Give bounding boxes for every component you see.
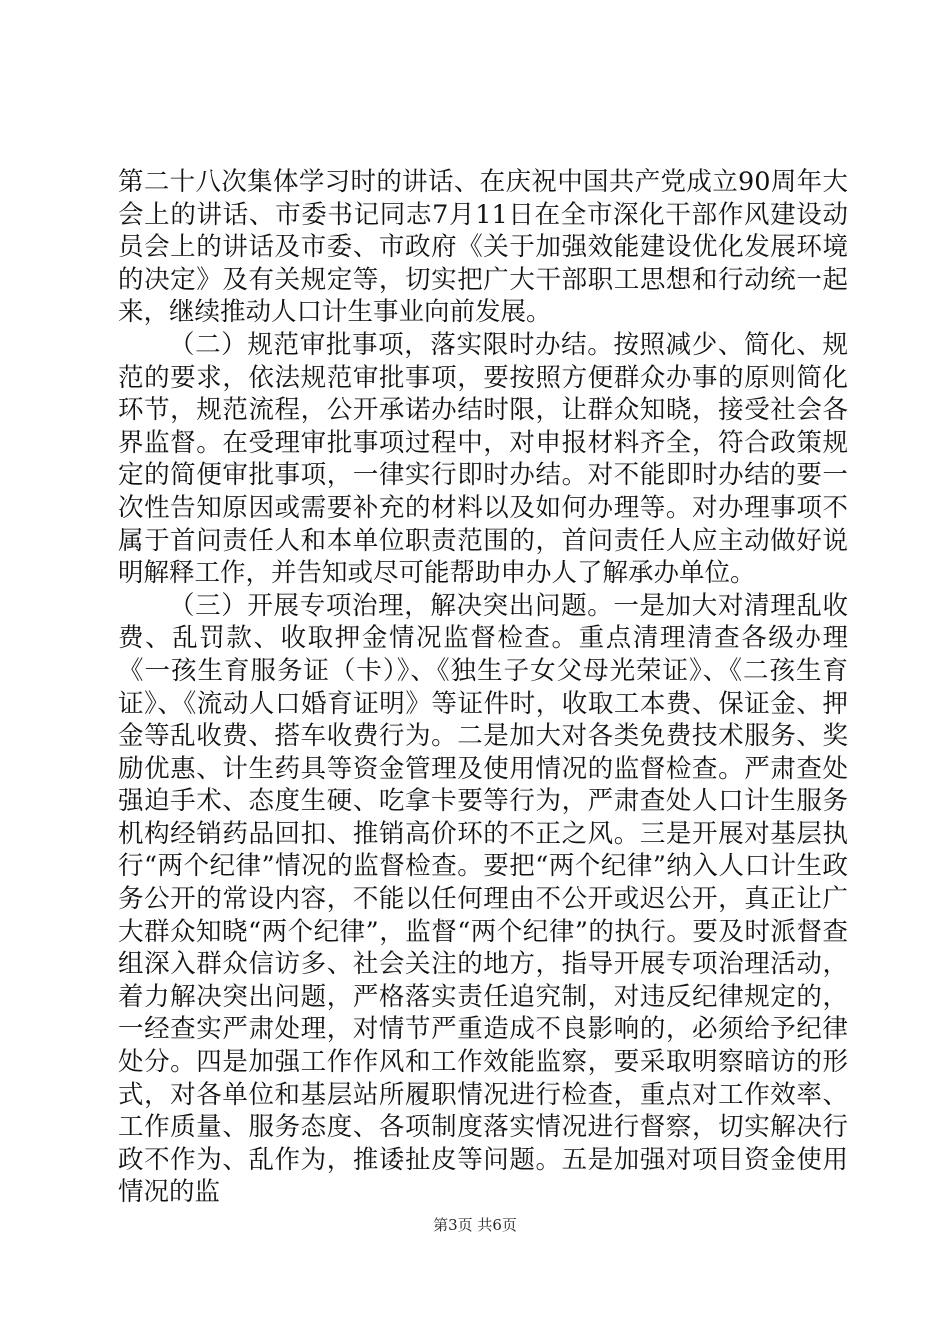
paragraph-continuation: 第二十八次集体学习时的讲话、在庆祝中国共产党成立90周年大会上的讲话、市委书记同志7月11日在全市深化干部作风建设动员会上的讲话及市委、市政府《关于加强效能建设优化发展环境的决定》及有关规定等，切实把广大干部职工思想和行动统一起来，继续推动人口计生事业向前发展。 [118, 167, 848, 328]
page-footer: 第3页 共6页 [433, 1216, 517, 1234]
paragraph-approval-items: （二）规范审批事项，落实限时办结。按照减少、简化、规范的要求，依法规范审批事项，要按照方便群众办事的原则简化环节，规范流程，公开承诺办结时限，让群众知晓，接受社会各界监督。在受理审批事项过程中，对申报材料齐全，符合政策规定的简便审批事项，一律实行即时办结。对不能即时办结的要一次性告知原因或需要补充的材料以及如何办理等。对办理事项不属于首问责任人和本单位职责范围的，首问责任人应主动做好说明解释工作，并告知或尽可能帮助申办人了解承办单位。 [118, 329, 848, 589]
body-text [118, 166, 848, 1209]
paragraph-special-governance: （三）开展专项治理，解决突出问题。一是加大对清理乱收费、乱罚款、收取押金情况监督检查。重点清理清查各级办理《一孩生育服务证（卡）》、《独生子女父母光荣证》、《二孩生育证》、《流动人口婚育证明》等证件时，收取工本费、保证金、押金等乱收费、搭车收费行为。二是加大对各类免费技术服务、奖励优惠、计生药具等资金管理及使用情况的监督检查。严肃查处强迫手术、态度生硬、吃拿卡要等行为，严肃查处人口计生服务机构经销药品回扣、推销高价环的不正之风。三是开展对基层执行“两个纪律”情况的监督检查。要把“两个纪律”纳入人口计生政务公开的常设内容，不能以任何理由不公开或迟公开，真正让广大群众知晓“两个纪律”，监督“两个纪律”的执行。要及时派督查组深入群众信访多、社会关注的地方，指导开展专项治理活动，着力解决突出问题，严格落实责任追究制，对违反纪律规定的，一经查实严肃处理，对情节严重造成不良影响的，必须给予纪律处分。四是加强工作作风和工作效能监察，要采取明察暗访的形式，对各单位和基层站所履职情况进行检查，重点对工作效率、工作质量、服务态度、各项制度落实情况进行督察，切实解决行政不作为、乱作为，推诿扯皮等问题。五是加强对项目资金使用情况的监 [118, 590, 848, 1208]
